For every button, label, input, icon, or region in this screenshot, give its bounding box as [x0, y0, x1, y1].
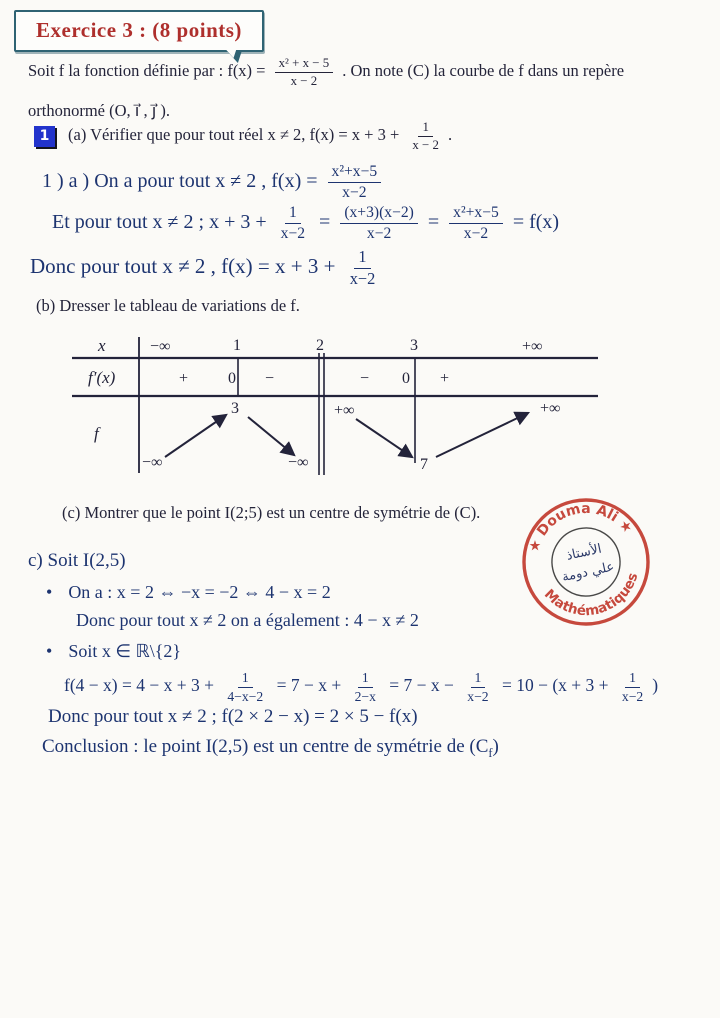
fprime-sign-2: −: [265, 370, 275, 387]
stamp-arabic-line1: الأستاذ: [565, 541, 603, 564]
exercise-title-box: [14, 10, 264, 52]
arrow-decrease-2: [356, 419, 412, 457]
solution-a-line3: Donc pour tout x ≠ 2 , f(x) = x + 3 + $\frac{1}{x-2}$: [30, 248, 384, 289]
x-value-plus-inf: +∞: [522, 338, 543, 355]
solution-a-line2-fraction2: $\frac{(x+3)(x-2)}{x-2}$: [340, 204, 418, 243]
f-limit-end: +∞: [540, 400, 561, 417]
stamp-bottom-text: Mathématiques: [540, 570, 642, 620]
fprime-sign-4: +: [440, 370, 450, 387]
solution-c-bullet2-text: Soit x ∈ ℝ\{2}: [68, 641, 182, 661]
stamp-arabic-line2: علي دومة: [560, 559, 616, 586]
stamp-top-text: ★ Douma Ali ★: [525, 501, 636, 555]
fprime-sign-3: −: [360, 370, 370, 387]
solution-a-line2-fraction3: $\frac{\text{x²+x−5}}{x-2}$: [449, 204, 503, 243]
question-1a-text: (a) Vérifier que pour tout réel x ≠ 2, f(x) = x + 3 + $\frac{1}{x - 2}$ .: [68, 120, 453, 152]
teacher-stamp: [508, 484, 665, 641]
solution-a-line2: Et pour tout x ≠ 2 ; x + 3 + $\frac{1}{x-2}$ = $\frac{(x+3)(x-2)}{x-2}$ = $\frac{\text{x²+x−5}}{x-2}$ = f(x): [52, 204, 560, 242]
x-value-3: 3: [410, 337, 418, 354]
solution-c-conclusion: Conclusion : le point I(2,5) est un centre de symétrie de $(C_f)$: [42, 736, 499, 760]
intro-text-3: orthonormé (O, ı⃗ , ȷ⃗ ).: [28, 100, 171, 120]
table-fprime-label: f′(x): [88, 368, 116, 387]
solution-a-line2-fraction1: $\frac{1}{x-2}$: [280, 204, 306, 242]
exercise-title: Exercice 3 : (8 points): [36, 18, 242, 42]
f-limit-start: −∞: [142, 454, 163, 471]
table-x-label: x: [98, 336, 106, 355]
variation-table: [62, 333, 607, 481]
intro-text-1: Soit f la fonction définie par : f(x) =: [28, 61, 266, 81]
solution-a-line1: 1 ) a ) On a pour tout x ≠ 2 , f(x) = $\frac{\text{x²+x−5}}{x-2}$: [42, 163, 386, 202]
x-value-1: 1: [233, 337, 241, 354]
fprime-zero-1: 0: [228, 370, 236, 387]
f-limit-left-of-2: −∞: [288, 454, 309, 471]
f-min-value: 7: [420, 456, 428, 473]
fprime-zero-2: 0: [402, 370, 410, 387]
bullet-icon: •: [46, 582, 53, 602]
arrow-increase-1: [165, 415, 226, 457]
curve-subscript: f: [488, 745, 493, 760]
fprime-sign-1: +: [179, 370, 189, 387]
function-definition-paragraph: [28, 56, 700, 123]
solution-c-bullet1: [46, 582, 331, 603]
question-number-badge: 1: [34, 126, 55, 147]
question-1a: [34, 120, 452, 153]
bullet-icon: •: [46, 641, 53, 661]
equation-fraction-2: $\frac{1}{2-x}$: [354, 670, 376, 704]
question-1c-text: (c) Montrer que le point I(2;5) est un centre de symétrie de (C).: [62, 503, 481, 522]
x-value-minus-inf: −∞: [150, 338, 171, 355]
f-max-value: 3: [231, 400, 239, 417]
question-1a-fraction: $\frac{1}{x - 2}$: [412, 120, 439, 152]
solution-c-bullet2: [46, 641, 181, 662]
equation-fraction-1: $\frac{1}{4-x-2}$: [227, 670, 264, 704]
f-limit-right-of-2: +∞: [334, 402, 355, 419]
arrow-increase-2: [436, 413, 528, 457]
solution-c-bullet1-followup: Donc pour tout x ≠ 2 on a également : 4 − x ≠ 2: [76, 610, 419, 630]
solution-a-line1-fraction: $\frac{\text{x²+x−5}}{x-2}$: [328, 163, 382, 202]
solution-a-line3-fraction: $\frac{1}{x-2}$: [349, 247, 376, 288]
intro-text-2: . On note (C) la courbe de f dans un repère: [342, 61, 625, 81]
equation-fraction-3: $\frac{1}{x-2}$: [467, 670, 489, 704]
x-value-2: 2: [316, 337, 324, 354]
function-fraction: $\frac{\text{x² + x − 5}}{x - 2}$: [275, 56, 334, 89]
equation-fraction-4: $\frac{1}{x-2}$: [621, 670, 644, 704]
arrow-decrease-1: [248, 417, 294, 455]
table-f-label: f: [94, 424, 99, 443]
solution-c-equation: f(4 − x) = 4 − x + 3 + $\frac{1}{4-x-2}$ = 7 − x + $\frac{1}{2-x}$ = 7 − x − $\frac{1}{x-2}$ = 10 − (x + 3 + $\frac{1}{x-2}$ ): [64, 670, 659, 704]
stamp-inner-circle: [546, 522, 627, 603]
solution-c-heading: c) Soit I(2,5): [28, 550, 126, 571]
solution-c-bullet1-text: On a : x = 2 ⇔ −x = −2 ⇔ 4 − x = 2: [68, 582, 331, 602]
question-1b-text: (b) Dresser le tableau de variations de f.: [36, 296, 300, 315]
solution-c-donc: Donc pour tout x ≠ 2 ; f(2 × 2 − x) = 2 × 5 − f(x): [48, 706, 418, 727]
